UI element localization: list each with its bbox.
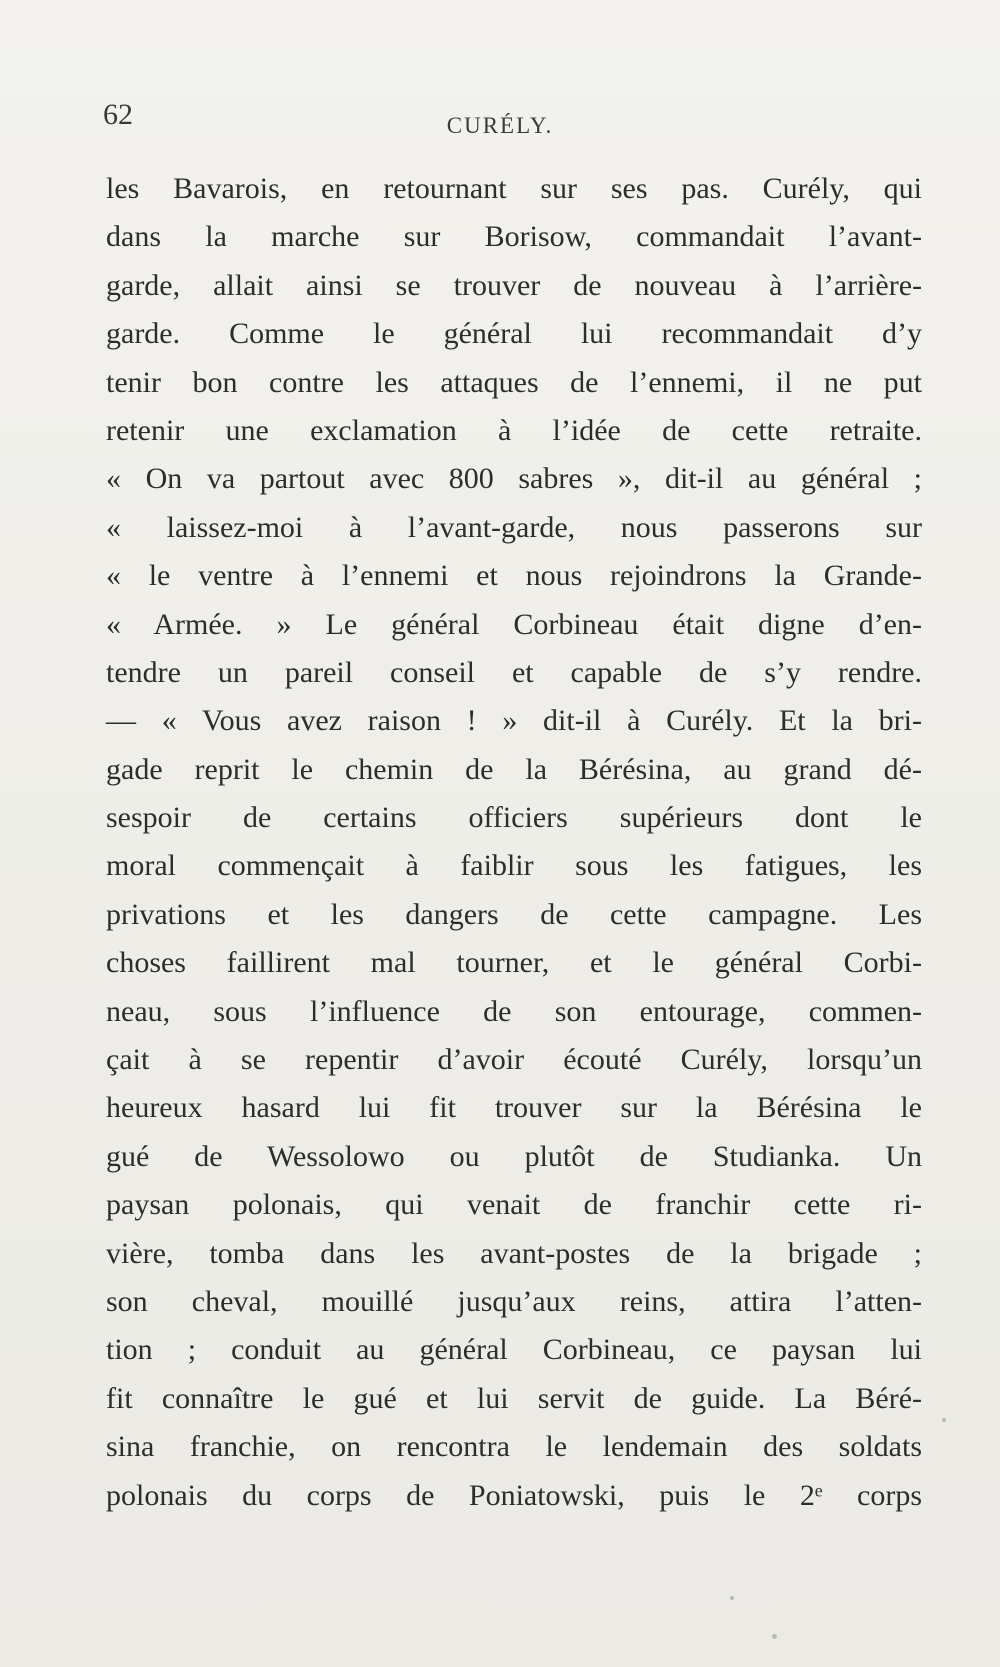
text-line: neau, sous l’influence de son entourage, commen- [106, 994, 922, 1028]
body-text [106, 165, 922, 1520]
text-line: çait à se repentir d’avoir écouté Curély, lorsqu’un [106, 1043, 922, 1077]
text-line: fit connaître le gué et lui servit de guide. La Béré- [106, 1381, 922, 1415]
text-line: son cheval, mouillé jusqu’aux reins, attira l’atten- [106, 1284, 922, 1318]
text-line: moral commençait à faiblir sous les fatigues, les [106, 849, 922, 883]
text-line: garde, allait ainsi se trouver de nouveau à l’arrière- [106, 268, 922, 302]
text-line: dans la marche sur Borisow, commandait l’avant- [106, 220, 922, 254]
text-line: privations et les dangers de cette campagne. Les [106, 897, 922, 931]
text-line: heureux hasard lui fit trouver sur la Bérésina le [106, 1091, 922, 1125]
text-line: « le ventre à l’ennemi et nous rejoindrons la Grande- [106, 559, 922, 593]
text-line: gué de Wessolowo ou plutôt de Studianka. Un [106, 1139, 922, 1173]
text-line: tendre un pareil conseil et capable de s’y rendre. [106, 655, 922, 689]
text-line: « Armée. » Le général Corbineau était digne d’en- [106, 607, 922, 641]
text-line: retenir une exclamation à l’idée de cette retraite. [106, 413, 922, 447]
text-line: garde. Comme le général lui recommandait d’y [106, 317, 922, 351]
text-line: sespoir de certains officiers supérieurs dont le [106, 801, 922, 835]
text-line: gade reprit le chemin de la Bérésina, au grand dé- [106, 752, 922, 786]
page-number: 62 [103, 98, 133, 131]
text-line: sina franchie, on rencontra le lendemain des soldats [106, 1430, 922, 1464]
text-line: polonais du corps de Poniatowski, puis le 2ᵉ corps [106, 1478, 922, 1512]
text-line: les Bavarois, en retournant sur ses pas. Curély, qui [106, 172, 922, 205]
text-line: paysan polonais, qui venait de franchir cette ri- [106, 1188, 922, 1222]
text-line: « On va partout avec 800 sabres », dit-il au général ; [106, 462, 922, 496]
text-line: choses faillirent mal tourner, et le général Corbi- [106, 946, 922, 980]
paper-speck [772, 1634, 777, 1639]
paper-speck [942, 1418, 946, 1422]
text-line: tion ; conduit au général Corbineau, ce paysan lui [106, 1333, 922, 1367]
text-line: vière, tomba dans les avant-postes de la brigade ; [106, 1236, 922, 1270]
text-line: « laissez-moi à l’avant-garde, nous passerons sur [106, 510, 922, 544]
text-line: — « Vous avez raison ! » dit-il à Curély. Et la bri- [106, 704, 922, 738]
running-title: CURÉLY. [446, 113, 554, 138]
text-line: tenir bon contre les attaques de l’ennemi, il ne put [106, 365, 922, 399]
paper-speck [730, 1596, 734, 1600]
